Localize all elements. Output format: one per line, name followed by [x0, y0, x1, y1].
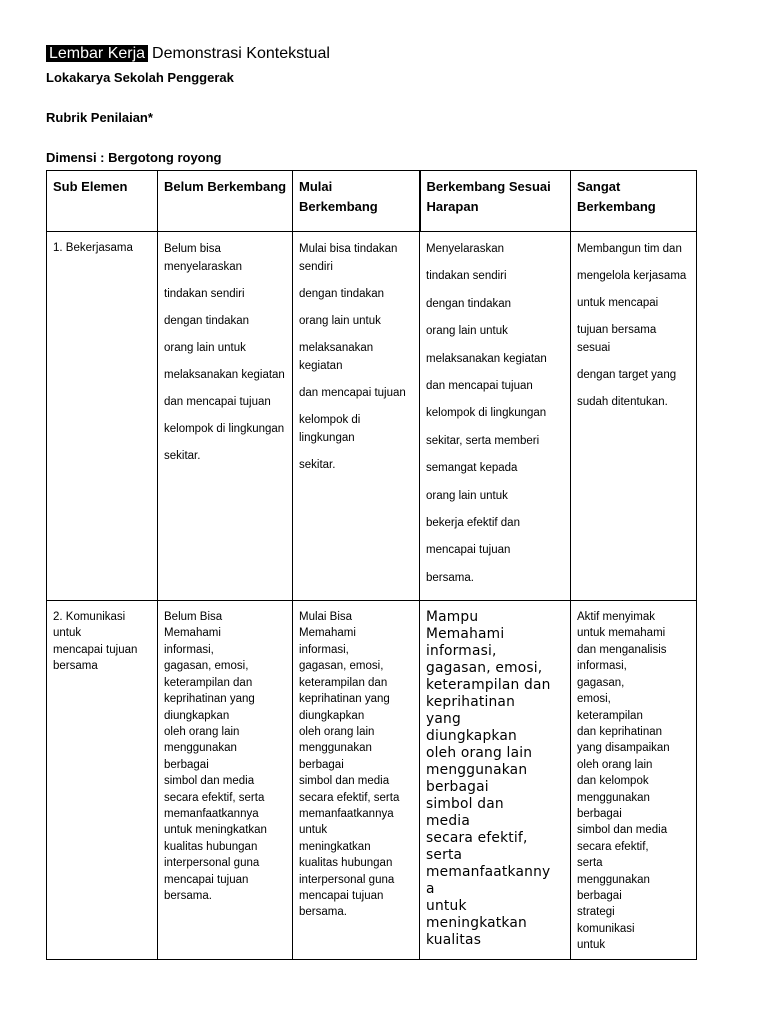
- worksheet-label: Lembar Kerja: [46, 45, 148, 62]
- table-row: [47, 232, 697, 601]
- cell-belum-berkembang: Belum bisa menyelaraskan tindakan sendiri dengan tindakan orang lain untuk melaksanakan kegiatan dan mencapai tujuan kelompok di lingkungan sekitar.: [158, 232, 293, 601]
- cell-sangat-berkembang: Membangun tim dan mengelola kerjasama untuk mencapai tujuan bersama sesuai dengan target yang sudah ditentukan.: [571, 232, 697, 601]
- worksheet-title-text: Demonstrasi Kontekstual: [152, 45, 330, 62]
- column-header-berkembang-sesuai-harapan: Berkembang Sesuai Harapan: [420, 171, 571, 232]
- cell-belum-berkembang: Belum Bisa Memahami informasi, gagasan, emosi, keterampilan dan keprihatinan yang diungkapkan oleh orang lain menggunakan berbagai simbol dan media secara efektif, serta memanfaatkannya untuk meningkatkan kualitas hubungan interpersonal guna mencapai tujuan bersama.: [158, 601, 293, 960]
- column-header-sangat-berkembang: Sangat Berkembang: [571, 171, 697, 232]
- cell-sub-element: 2. Komunikasi untuk mencapai tujuan bersama: [47, 601, 158, 960]
- cell-berkembang-sesuai-harapan: Mampu Memahami informasi, gagasan, emosi, keterampilan dan keprihatinan yang diungkapkan oleh orang lain menggunakan berbagai simbol dan media secara efektif, serta memanfaatkanny a untuk meningkatkan kualitas: [420, 601, 571, 960]
- cell-sangat-berkembang: Aktif menyimak untuk memahami dan menganalisis informasi, gagasan, emosi, keterampilan dan keprihatinan yang disampaikan oleh orang lain dan kelompok menggunakan berbagai simbol dan media secara efektif, serta menggunakan berbagai strategi komunikasi untuk: [571, 601, 697, 960]
- dimension-label: Dimensi : Bergotong royong: [46, 150, 222, 165]
- table-header-row: [47, 171, 697, 232]
- cell-mulai-berkembang: Mulai bisa tindakan sendiri dengan tindakan orang lain untuk melaksanakan kegiatan dan mencapai tujuan kelompok di lingkungan sekitar.: [293, 232, 420, 601]
- worksheet-title: [46, 44, 330, 64]
- cell-sub-element: 1. Bekerjasama: [47, 232, 158, 601]
- table-row: [47, 601, 697, 960]
- workshop-subtitle: Lokakarya Sekolah Penggerak: [46, 70, 234, 85]
- cell-mulai-berkembang: Mulai Bisa Memahami informasi, gagasan, emosi, keterampilan dan keprihatinan yang diungkapkan oleh orang lain menggunakan berbagai simbol dan media secara efektif, serta memanfaatkannya untuk meningkatkan kualitas hubungan interpersonal guna mencapai tujuan bersama.: [293, 601, 420, 960]
- column-header-belum-berkembang: Belum Berkembang: [158, 171, 293, 232]
- column-header-sub-elemen: Sub Elemen: [47, 171, 158, 232]
- column-header-mulai-berkembang: Mulai Berkembang: [293, 171, 420, 232]
- cell-berkembang-sesuai-harapan: Menyelaraskan tindakan sendiri dengan tindakan orang lain untuk melaksanakan kegiatan dan mencapai tujuan kelompok di lingkungan sekitar, serta memberi semangat kepada orang lain untuk bekerja efektif dan mencapai tujuan bersama.: [420, 232, 571, 601]
- rubric-title: Rubrik Penilaian*: [46, 110, 153, 125]
- rubric-table: [46, 170, 697, 960]
